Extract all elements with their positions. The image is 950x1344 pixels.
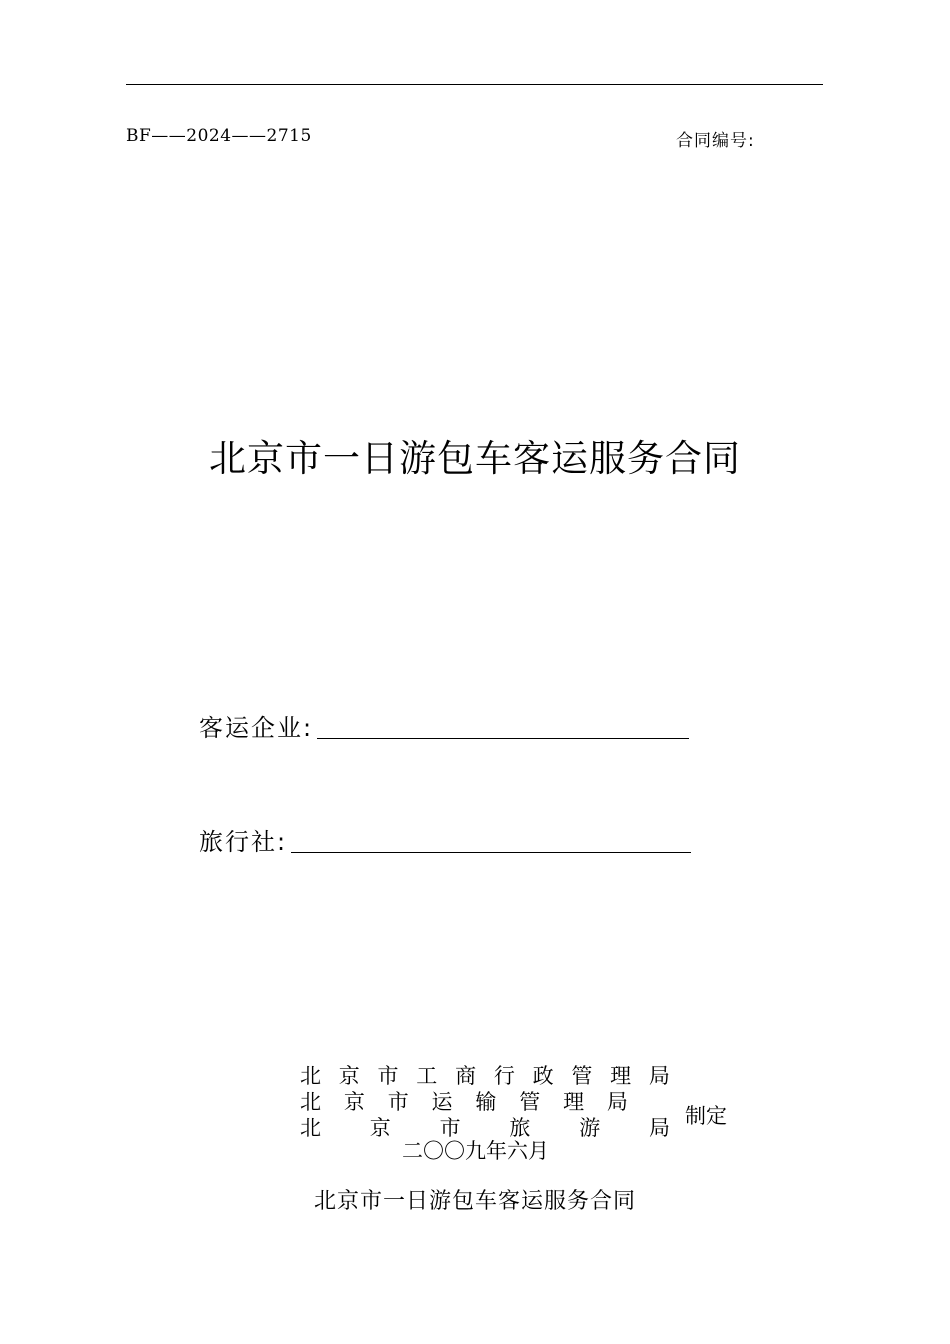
issuer-char: 京 [369,1116,391,1140]
issuer-char: 北 [300,1064,321,1088]
issuer-char: 政 [532,1064,554,1088]
issuer-char: 理 [563,1090,585,1114]
issuer-char: 工 [416,1064,438,1088]
enterprise-field [199,708,689,743]
issuer-char: 游 [579,1116,601,1140]
document-title: 北京市一日游包车客运服务合同 [209,437,741,480]
issuer-char: 京 [343,1090,365,1114]
issuer-char: 运 [431,1090,453,1114]
issuer-char: 市 [439,1116,461,1140]
enterprise-blank-line [317,738,689,739]
issuer-char: 局 [606,1090,628,1114]
issuer-char: 局 [648,1064,670,1088]
issuer-char: 北 [300,1116,321,1140]
contract-number-label: 合同编号: [676,131,755,151]
issuer-char: 市 [387,1090,409,1114]
top-rule [126,84,823,85]
agency-field [199,822,691,857]
agency-blank-line [291,852,691,853]
issuer-char: 市 [377,1064,399,1088]
made-by-label: 制定 [685,1104,727,1128]
issuer-char: 京 [338,1064,360,1088]
issuer-char: 北 [300,1090,321,1114]
issuer-char: 管 [519,1090,541,1114]
issuer-char: 局 [648,1116,670,1140]
enterprise-label: 客运企业: [199,714,314,742]
footer-title: 北京市一日游包车客运服务合同 [313,1189,636,1214]
issuer-char: 输 [475,1090,497,1114]
issuer-char: 管 [571,1064,593,1088]
issue-date: 二〇〇九年六月 [402,1139,549,1163]
issuer-char: 行 [493,1064,515,1088]
issuer-char: 理 [610,1064,632,1088]
issuer-char: 商 [455,1064,477,1088]
document-code: BF——2024——2715 [126,126,312,146]
issuer-char: 旅 [509,1116,531,1140]
agency-label: 旅行社: [199,828,288,856]
